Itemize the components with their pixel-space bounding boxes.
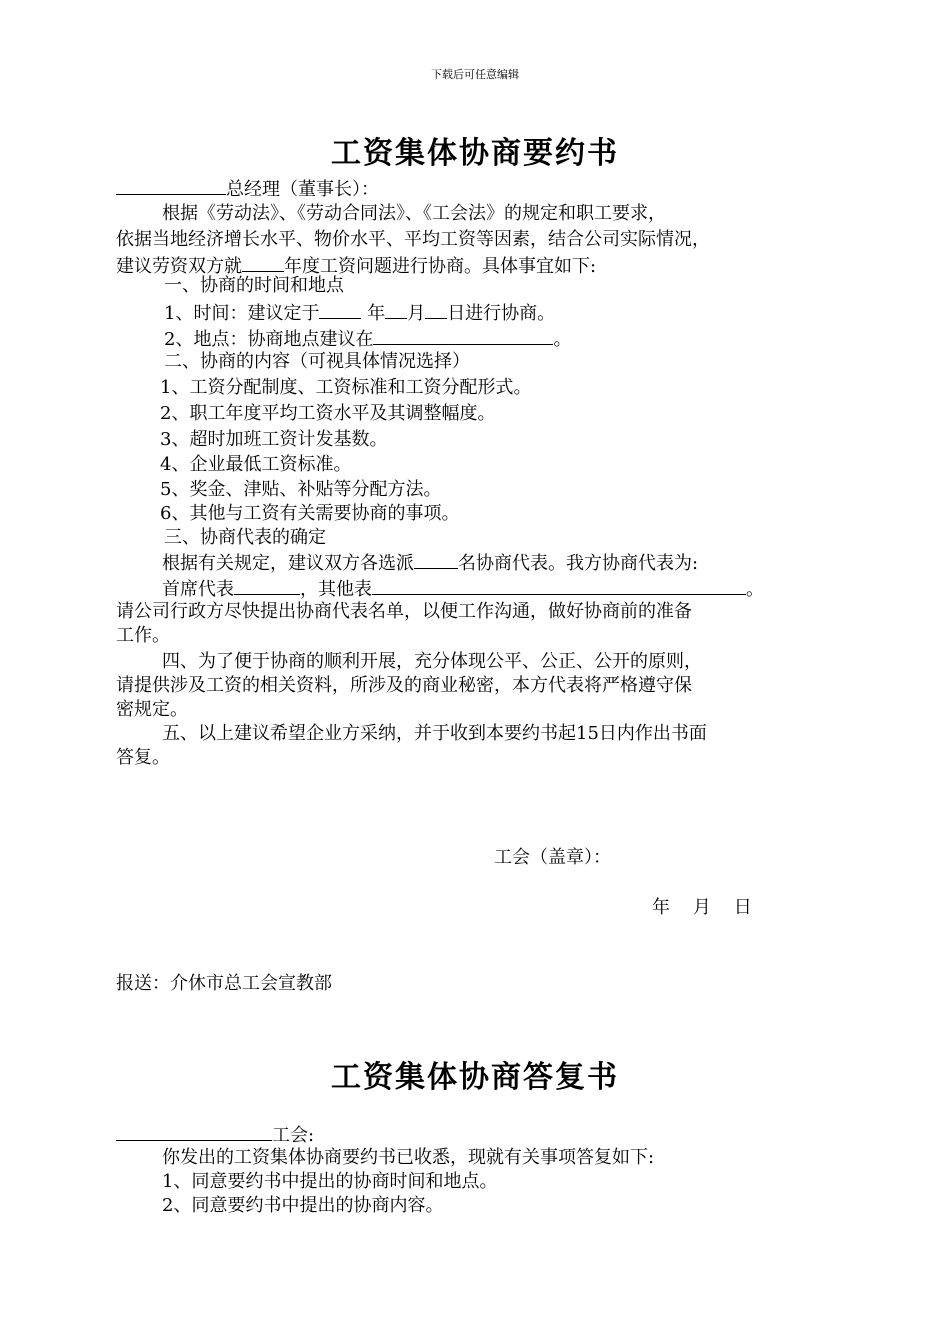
date-line [652,896,752,920]
place-period: 。 [553,329,572,350]
reply-salutation-line [116,1122,314,1148]
section-2-heading: 二、协商的内容（可视具体情况选择） [164,351,470,372]
chief-text-a: 首席代表 [162,579,234,600]
section-4-line-3: 密规定。 [116,699,188,720]
blank-place [373,326,553,345]
content-item: 1、工资分配制度、工资标准和工资分配形式。 [160,377,532,398]
time-text-a: 1、时间：建议定于 [164,303,320,324]
date-day: 日 [733,897,752,918]
chief-rep-line [162,576,764,602]
section-3-heading: 三、协商代表的确定 [164,527,326,548]
blank-other-reps [372,576,746,595]
request-line-2: 工作。 [116,625,170,646]
reply-line-3: 2、同意要约书中提出的协商内容。 [162,1195,444,1216]
blank-rep-count [414,550,458,569]
intro-3-text-a: 建议劳资双方就 [116,256,242,277]
time-line [164,300,555,326]
place-text: 2、地点：协商地点建议在 [164,329,374,350]
union-seal-line: 工会（盖章）： [494,847,611,868]
header-note: 下载后可任意编辑 [431,68,519,81]
blank-chief-rep [234,576,300,595]
content-item: 5、奖金、津贴、补贴等分配方法。 [160,479,442,500]
time-text-year: 年 [367,303,386,324]
section-1-heading: 一、协商的时间和地点 [164,275,344,296]
date-month: 月 [692,897,711,918]
content-item: 3、超时加班工资计发基数。 [160,429,388,450]
section-5-line-2: 答复。 [116,747,170,768]
reply-title: 工资集体协商答复书 [331,1060,619,1095]
section-5-line-1: 五、以上建议希望企业方采纳，并于收到本要约书起15日内作出书面 [162,723,707,744]
date-year: 年 [652,897,670,918]
content-item: 2、职工年度平均工资水平及其调整幅度。 [160,403,496,424]
salutation-text: 总经理（董事长）： [226,179,379,200]
report-to-line: 报送：介休市总工会宣教部 [116,973,332,994]
section-4-line-2: 请提供涉及工资的相关资料，所涉及的商业秘密，本方代表将严格遵守保 [116,675,692,696]
chief-period: 。 [746,579,764,600]
representatives-line [162,550,698,576]
intro-3-text-b: 年度工资问题进行协商。具体事宜如下: [284,256,597,277]
place-line [164,326,571,352]
blank-time-year [319,300,361,319]
request-line-1: 请公司行政方尽快提出协商代表名单，以便工作沟通，做好协商前的准备 [116,601,692,622]
blank-time-day [425,300,447,319]
time-text-day: 日进行协商。 [447,303,556,324]
chief-text-b: ，其他表 [300,579,372,600]
reply-line-2: 1、同意要约书中提出的协商时间和地点。 [162,1171,498,1192]
content-item: 4、企业最低工资标准。 [160,454,352,475]
blank-year [242,253,284,272]
rep-text-a: 根据有关规定，建议双方各选派 [162,553,414,574]
blank-union-name [116,1122,272,1141]
rep-text-b: 名协商代表。我方协商代表为: [458,553,699,574]
blank-company-name [116,176,226,195]
time-text-month: 月 [407,303,426,324]
intro-line-1: 根据《劳动法》、《劳动合同法》、《工会法》的规定和职工要求， [162,203,666,224]
salutation-line [116,176,379,202]
section-4-line-1: 四、为了便于协商的顺利开展，充分体现公平、公正、公开的原则， [162,651,702,672]
reply-line-1: 你发出的工资集体协商要约书已收悉，现就有关事项答复如下: [162,1147,655,1168]
invitation-title: 工资集体协商要约书 [331,136,619,171]
reply-salutation-text: 工会: [272,1125,315,1146]
content-item: 6、其他与工资有关需要协商的事项。 [160,503,460,524]
intro-line-2: 依据当地经济增长水平、物价水平、平均工资等因素，结合公司实际情况， [116,229,710,250]
blank-time-month [385,300,407,319]
